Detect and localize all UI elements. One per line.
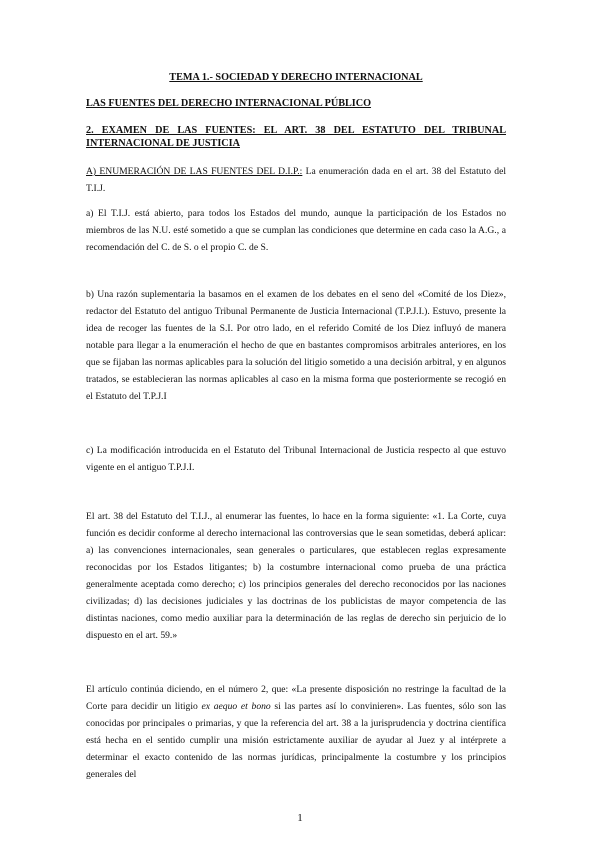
subsection-text: La enumeración dada en el art. 38 del Estatuto del T.I.J. — [86, 166, 507, 194]
section-heading: 2. EXAMEN DE LAS FUENTES: EL ART. 38 DEL ESTATUTO DEL TRIBUNAL INTERNACIONAL DE JUSTICIA — [86, 125, 506, 149]
paragraph-art38: El art. 38 del Estatuto del T.I.J., al enumerar las fuentes, lo hace en la forma siguiente: «1. La Corte, cuya función es decidir conforme al derecho internacional las controversias que le sean sometidas, deberá aplicar: a) las convenciones internacionales, sean generales o particulares, que establecen reglas expresamente reconocidas por los Estados litigantes; b) la costumbre internacional como prueba de una práctica generalmente aceptada como derecho; c) los principios generales del derecho reconocidos por las naciones civilizadas; d) las decisiones judiciales y las doctrinas de los publicistas de mayor competencia de las distintas naciones, como medio auxiliar para la determinación de las reglas de derecho sin perjuicio de lo dispuesto en el art. 59.» — [86, 511, 506, 641]
paragraph-final — [86, 681, 506, 783]
latin-phrase: ex aequo et bono — [201, 701, 271, 712]
paragraph-a: a) El T.I.J. está abierto, para todos los Estados del mundo, aunque la participación de los Estados no miembros de las N.U. esté sometido a que se cumplan las condiciones que determine en cada caso la A.G., a recomendación del C. de S. o el propio C. de S. — [86, 208, 506, 253]
paragraph-c: c) La modificación introducida en el Estatuto del Tribunal Internacional de Justicia respecto al que estuvo vigente en el antiguo T.P.J.I. — [86, 445, 506, 473]
paragraph-final-part1: El artículo continúa diciendo, en el número 2, que: «La presente disposición no restringe la facultad de la Corte para decidir un litigio — [86, 684, 506, 712]
paragraph-final-part2: si las partes así lo convinieren». Las fuentes, sólo son las conocidas por principales o primarias, y que la referencia del art. 38 a la jurisprudencia y doctrina científica está hecha en el sentido cumplir una misión estrictamente auxiliar de ayudar al Juez y al intérprete a determinar el exacto contenido de las normas jurídicas, principalmente la costumbre y los principios generales del — [86, 701, 506, 780]
subsection-a-paragraph — [86, 163, 506, 197]
subsection-label: A) ENUMERACIÓN DE LAS FUENTES DEL D.I.P.: — [86, 166, 303, 177]
paragraph-b: b) Una razón suplementaria la basamos en el examen de los debates en el seno del «Comité de los Diez», redactor del Estatuto del antiguo Tribunal Permanente de Justicia Internacional (T.P.J.I.). Estuvo, presente la idea de recoger las fuentes de la S.I. Por otro lado, en el referido Comité de los Diez influyó de manera notable para llegar a la enumeración el hecho de que en bastantes compromisos arbitrales anteriores, en los que se fijaban las normas aplicables para la solución del litigio sometido a una decisión arbitral, y en algunos tratados, se establecieran las normas aplicables al caso en la misma forma que posteriormente se recogió en el Estatuto del T.P.J.I — [86, 289, 506, 402]
document-title: TEMA 1.- SOCIEDAD Y DERECHO INTERNACIONAL — [169, 72, 423, 83]
page-number: 1 — [297, 812, 303, 824]
document-subtitle: LAS FUENTES DEL DERECHO INTERNACIONAL PÚBLICO — [86, 98, 372, 109]
